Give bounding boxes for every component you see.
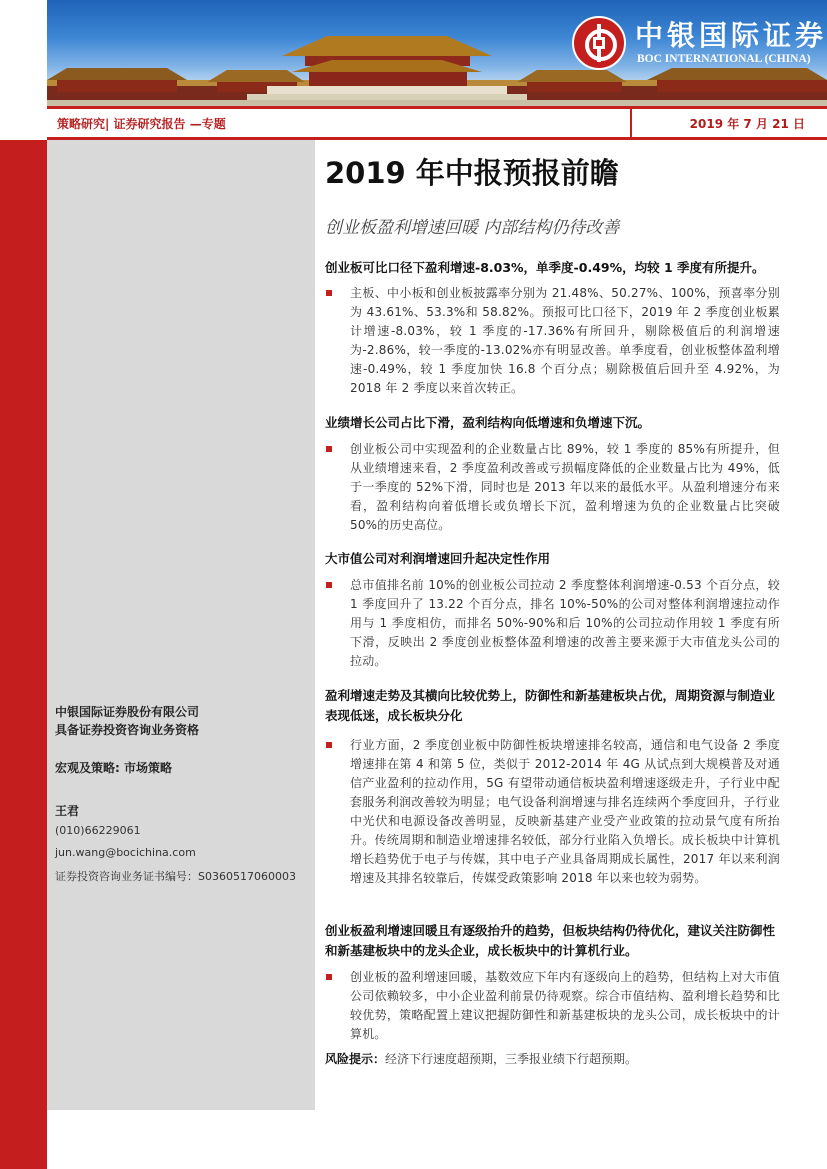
bullet-icon — [326, 974, 332, 980]
section-heading: 创业板可比口径下盈利增速-8.03%，单季度-0.49%，均较 1 季度有所提升。 — [325, 260, 765, 275]
risk-warning — [325, 1050, 637, 1067]
header-divider — [630, 109, 632, 137]
report-header-bar — [47, 106, 827, 140]
section-body: 主板、中小板和创业板披露率分别为 21.48%、50.27%、100%，预喜率分别为 43.61%、53.3%和 58.82%。预报可比口径下，2019 年 2 季度创业板累计增速-8.03%，较 1 季度的-17.36%有所回升，剔除极值后的利润增速为-2.86%，较一季度的-13.02%亦有明显改善。单季度看，创业板整体盈利增速-0.49%，较 1 季度加快 16.8 个百分点；剔除极值后回升至 4.92%，为 2018 年 2 季度以来首次转正。 — [350, 286, 780, 395]
report-title: 2019 年中报预报前瞻 — [325, 156, 619, 190]
section-body: 行业方面，2 季度创业板中防御性板块增速排名较高，通信和电气设备 2 季度增速排在第 4 和第 5 位，类似于 2012-2014 年 4G 从试点到大规模普及对通信产业盈利的拉动作用，5G 有望带动通信板块盈利增速逐级走升，子行业中配套服务利润改善较为明显；电气设备利润增速与排名连续两个季度回升，子行业中光伏和电源设备改善明显，反映新基建产业受产业政策的拉动景气度有所抬升。传统周期和制造业增速排名较低，部分行业陷入负增长。成长板块中计算机增长趋势优于电子与传媒，其中电子产业具备周期成长属性，2017 年以来利润增速及其排名较靠后，传媒受政策影响 2018 年以来也较为弱势。 — [350, 738, 780, 885]
boc-logo-icon — [572, 16, 626, 70]
company-info — [55, 703, 199, 739]
bullet-icon — [326, 582, 332, 588]
strategy-category: 宏观及策略: 市场策略 — [55, 761, 172, 775]
section-body: 创业板的盈利增速回暖，基数效应下年内有逐级向上的趋势，但结构上对大市值公司依赖较多，中小企业盈利前景仍待观察。综合市值结构、盈利增长趋势和比较优势，策略配置上建议把握防御性和新基建板块的龙头公司，成长板块中的计算机。 — [350, 970, 780, 1041]
risk-label: 风险提示： — [325, 1052, 386, 1066]
brand-name-cn: 中银国际证券 — [635, 19, 827, 52]
report-date: 2019 年 7 月 21 日 — [689, 117, 805, 131]
report-subtitle: 创业板盈利增速回暖 内部结构仍待改善 — [325, 218, 620, 238]
section-body: 创业板公司中实现盈利的企业数量占比 89%，较 1 季度的 85%有所提升，但从业绩增速来看，2 季度盈利改善或亏损幅度降低的企业数量占比为 49%，低于一季度的 52%下滑，同时也是 2013 年以来的最低水平。从盈利增速分布来看，盈利结构向着低增长或负增长下沉，盈利增速为负的企业数量占比突破 50%的历史高位。 — [350, 442, 780, 532]
risk-text: 经济下行速度超预期，三季报业绩下行超预期。 — [385, 1052, 638, 1066]
bullet-icon — [326, 290, 332, 296]
section-heading: 大市值公司对利润增速回升起决定性作用 — [325, 551, 551, 566]
bullet-icon — [326, 446, 332, 452]
brand-name-en: BOC INTERNATIONAL (CHINA) — [637, 53, 811, 65]
section-heading: 业绩增长公司占比下滑，盈利结构向低增速和负增速下沉。 — [325, 415, 651, 430]
report-category: 策略研究| 证券研究报告 —专题 — [57, 117, 226, 131]
section-heading: 创业板盈利增速回暖且有逐级抬升的趋势，但板块结构仍待优化，建议关注防御性和新基建板块中的龙头企业，成长板块中的计算机行业。 — [325, 923, 776, 958]
bullet-icon — [326, 742, 332, 748]
analyst-phone: (010)66229061 — [55, 824, 141, 837]
section-body: 总市值排名前 10%的创业板公司拉动 2 季度整体利润增速-0.53 个百分点，较 1 季度回升了 13.22 个百分点，排名 10%-50%的公司对整体利润增速拉动作用与 1 季度相仿，而排名 50%-90%和后 10%的公司拉动作用较 1 季度有所下滑，反映出 2 季度创业板整体盈利增速的改善主要来源于大市值龙头公司的拉动。 — [350, 578, 780, 668]
left-red-strip — [0, 140, 47, 1169]
sidebar — [47, 140, 315, 1110]
analyst-email[interactable]: jun.wang@bocichina.com — [55, 846, 196, 859]
section-heading: 盈利增速走势及其横向比较优势上，防御性和新基建板块占优，周期资源与制造业表现低迷，成长板块分化 — [325, 688, 776, 723]
analyst-name: 王君 — [55, 804, 80, 818]
analyst-license: 证券投资咨询业务证书编号：S0360517060003 — [55, 870, 296, 883]
header-banner — [47, 0, 827, 106]
company-name: 中银国际证券股份有限公司 — [55, 705, 200, 719]
company-qualification: 具备证券投资咨询业务资格 — [55, 723, 200, 737]
